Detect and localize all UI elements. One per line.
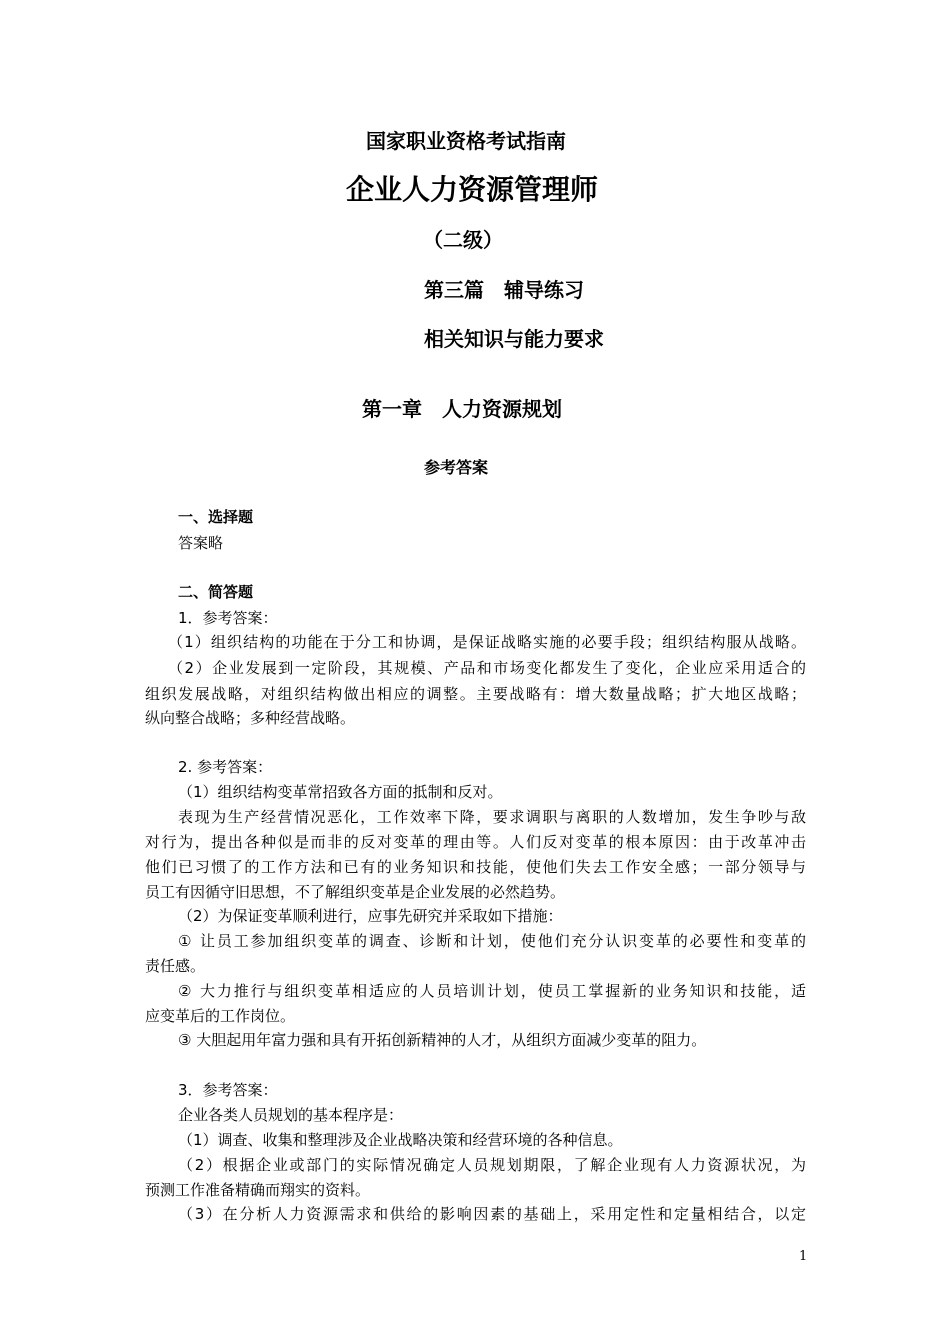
q2-label: 2. 参考答案：: [178, 758, 273, 776]
section-title: 参考答案: [424, 458, 489, 477]
q1-paragraph: 纵向整合战略；多种经营战略。: [145, 709, 356, 727]
q2-measure: 责任感。: [145, 957, 206, 975]
subpart-title: 相关知识与能力要求: [424, 327, 604, 351]
q1-paragraph: （2）企业发展到一定阶段，其规模、产品和市场变化都发生了变化，企业应采用适合的: [168, 659, 806, 677]
q3-paragraph: 预测工作准备精确而翔实的资料。: [145, 1181, 371, 1199]
q1-label: 1．参考答案：: [178, 609, 278, 627]
q3-paragraph: （1）调查、收集和整理涉及企业战略决策和经营环境的各种信息。: [178, 1131, 623, 1149]
page-number: 1: [799, 1249, 808, 1264]
q3-paragraph: （3）在分析人力资源需求和供给的影响因素的基础上，采用定性和定量相结合，以定: [178, 1205, 806, 1223]
q3-paragraph: （2）根据企业或部门的实际情况确定人员规划期限，了解企业现有人力资源状况，为: [178, 1156, 806, 1174]
q2-paragraph: 他们已习惯了的工作方法和已有的业务知识和技能，使他们失去工作安全感；一部分领导与: [145, 858, 806, 876]
chapter-title: 第一章 人力资源规划: [362, 397, 562, 421]
q2-measure: ② 大力推行与组织变革相适应的人员培训计划，使员工掌握新的业务知识和技能，适: [178, 982, 806, 1000]
q1-paragraph: 组织发展战略，对组织结构做出相应的调整。主要战略有：增大数量战略；扩大地区战略；: [145, 685, 806, 703]
short-heading: 二、简答题: [178, 583, 254, 601]
q2-measure: ③ 大胆起用年富力强和具有开拓创新精神的人才，从组织方面减少变革的阻力。: [178, 1031, 707, 1049]
choice-heading: 一、选择题: [178, 508, 254, 526]
q1-paragraph: （1）组织结构的功能在于分工和协调，是保证战略实施的必要手段；组织结构服从战略。: [168, 633, 806, 651]
q2-paragraph: 员工有因循守旧思想，不了解组织变革是企业发展的必然趋势。: [145, 883, 566, 901]
q3-label: 3．参考答案：: [178, 1081, 278, 1099]
q2-paragraph: （2）为保证变革顺利进行，应事先研究并采取如下措施：: [178, 907, 563, 925]
series-title: 国家职业资格考试指南: [366, 129, 566, 153]
q3-paragraph: 企业各类人员规划的基本程序是：: [178, 1106, 404, 1124]
q2-paragraph: 对行为，提出各种似是而非的反对变革的理由等。人们反对变革的根本原因：由于改革冲击: [145, 833, 806, 851]
choice-answer: 答案略: [178, 534, 224, 552]
q2-measure: 应变革后的工作岗位。: [145, 1007, 296, 1025]
q2-measure: ① 让员工参加组织变革的调查、诊断和计划，使他们充分认识变革的必要性和变革的: [178, 932, 806, 950]
q2-paragraph: 表现为生产经营情况恶化，工作效率下降，要求调职与离职的人数增加，发生争吵与敌: [178, 808, 806, 826]
part-title: 第三篇 辅导练习: [424, 278, 584, 302]
level-label: （二级）: [423, 228, 503, 252]
q2-paragraph: （1）组织结构变革常招致各方面的抵制和反对。: [178, 783, 503, 801]
document-title: 企业人力资源管理师: [346, 173, 599, 206]
